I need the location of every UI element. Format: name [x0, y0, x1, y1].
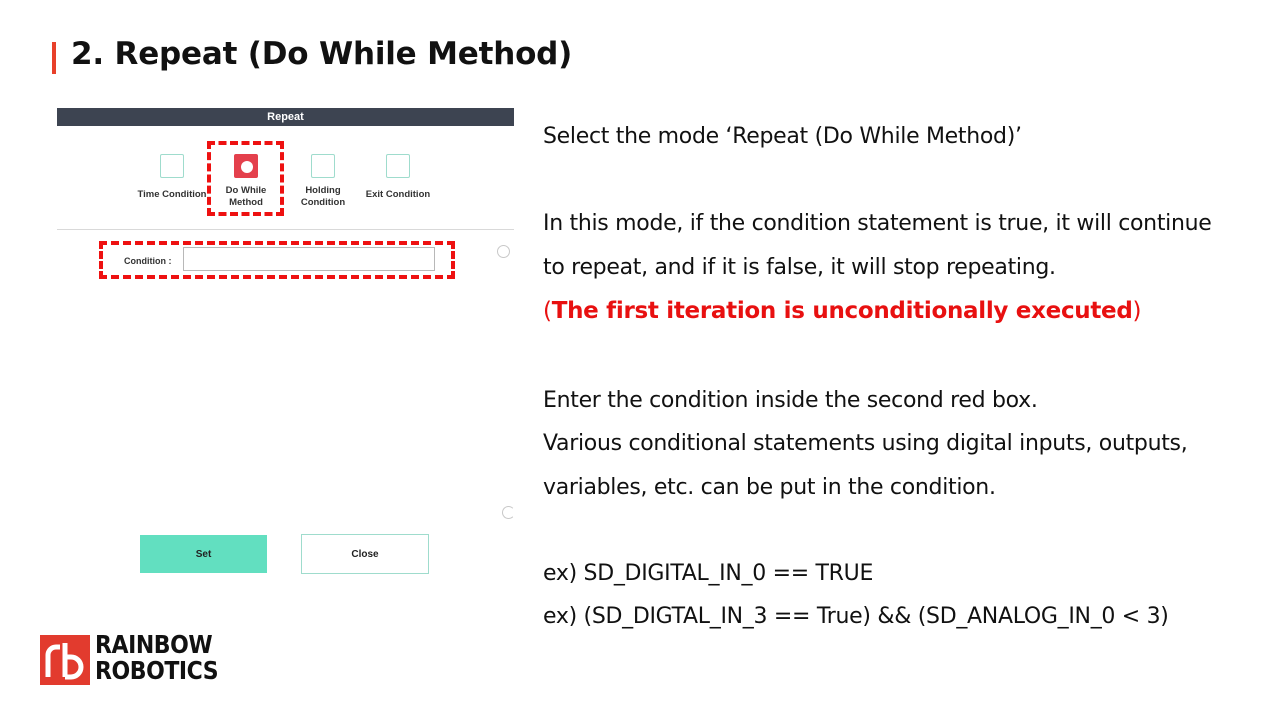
description-line: variables, etc. can be put in the condition.	[543, 475, 996, 500]
description-line: Select the mode ‘Repeat (Do While Method)’	[543, 124, 1022, 149]
logo-wordmark	[95, 632, 218, 684]
scroll-handle-icon	[497, 245, 510, 258]
time-condition-checkbox[interactable]	[160, 154, 184, 178]
highlight-box-mode	[207, 141, 284, 216]
scroll-handle-icon	[502, 506, 515, 519]
emphasis-text: The first iteration is unconditionally executed	[551, 298, 1133, 324]
logo-line-1: RAINBOW	[95, 630, 213, 659]
description-line: to repeat, and if it is false, it will stop repeating.	[543, 255, 1056, 280]
holding-condition-checkbox[interactable]	[311, 154, 335, 178]
description-line: Various conditional statements using digital inputs, outputs,	[543, 431, 1188, 456]
holding-condition-label: Holding Condition	[300, 185, 346, 208]
exit-condition-label: Exit Condition	[365, 189, 431, 200]
condition-label: Condition :	[124, 256, 172, 266]
slide-title: 2. Repeat (Do While Method)	[71, 36, 573, 72]
divider	[57, 229, 514, 230]
description-line: In this mode, if the condition statement is true, it will continue	[543, 211, 1212, 236]
example-line: ex) (SD_DIGTAL_IN_3 == True) && (SD_ANALOG_IN_0 < 3)	[543, 604, 1169, 629]
repeat-dialog	[57, 108, 514, 588]
set-button[interactable]: Set	[140, 535, 267, 573]
time-condition-label: Time Condition	[137, 189, 207, 200]
do-while-method-label: Do While Method	[225, 185, 267, 208]
exit-condition-checkbox[interactable]	[386, 154, 410, 178]
logo-line-2: ROBOTICS	[95, 656, 219, 685]
highlight-box-condition	[99, 241, 455, 279]
mode-exit-condition[interactable]	[353, 154, 443, 201]
title-accent-bar	[52, 42, 56, 74]
dialog-header: Repeat	[57, 108, 514, 126]
description-line: Enter the condition inside the second red box.	[543, 388, 1038, 413]
emphasis-open-paren: (	[543, 298, 552, 324]
example-line: ex) SD_DIGITAL_IN_0 == TRUE	[543, 561, 874, 586]
rainbow-robotics-logo-icon	[40, 635, 90, 685]
emphasis-note	[543, 298, 1141, 324]
close-button[interactable]: Close	[301, 534, 429, 574]
emphasis-close-paren: )	[1132, 298, 1142, 324]
